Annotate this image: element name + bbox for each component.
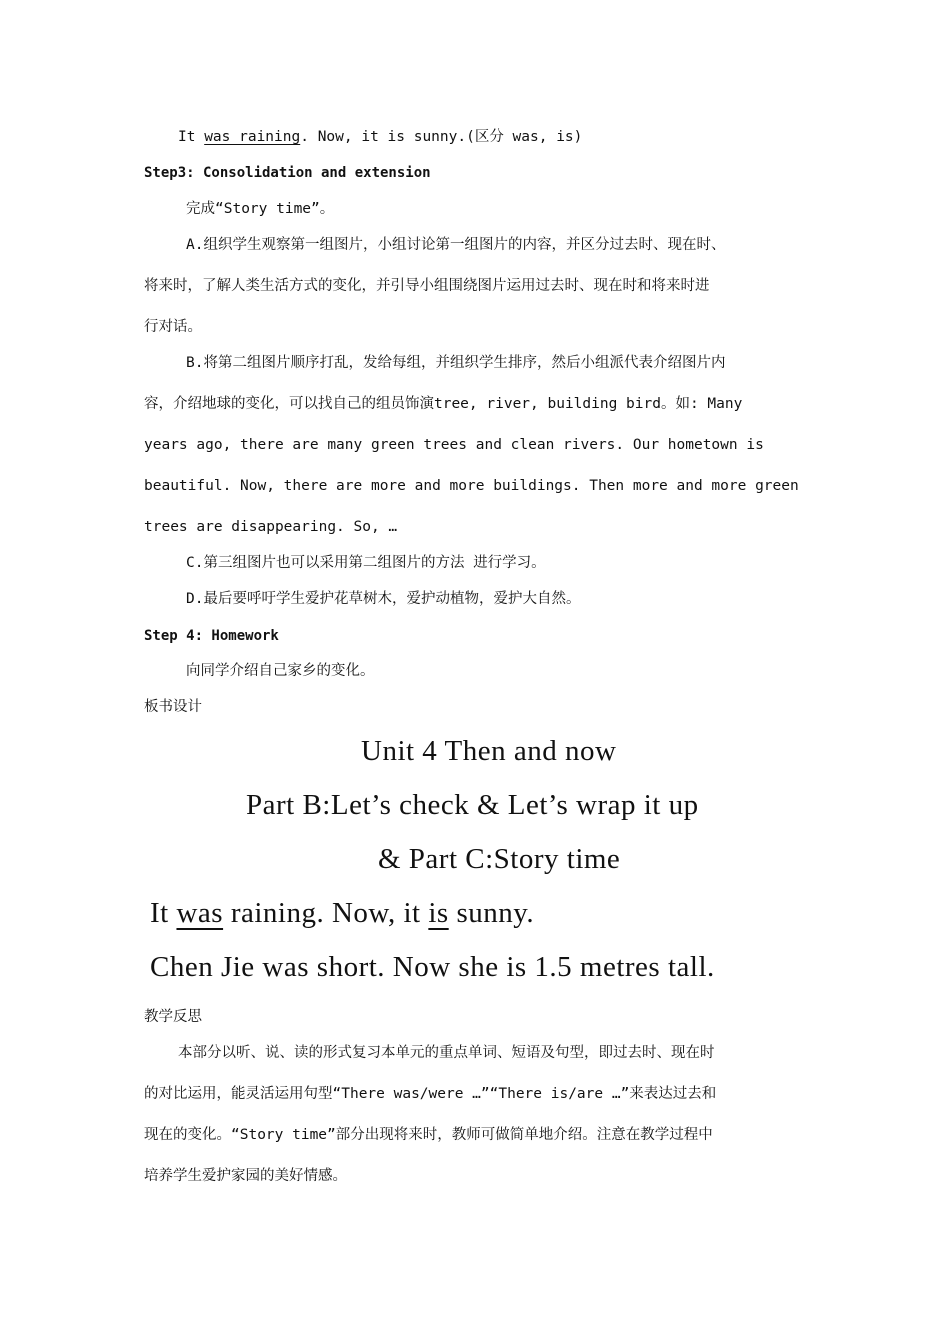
text-line: 本部分以听、说、读的形式复习本单元的重点单词、短语及句型，即过去时、现在时 <box>178 1045 715 1061</box>
blackboard-part-b: Part B:Let’s check & Let’s wrap it up <box>246 789 699 821</box>
blackboard-title: Unit 4 Then and now <box>361 735 617 767</box>
text-line: years ago, there are many green trees and clean rivers. Our hometown is <box>144 437 764 453</box>
text-line: 将来时，了解人类生活方式的变化，并引导小组围绕图片运用过去时、现在时和将来时进 <box>144 278 710 294</box>
step3-heading: Step3: Consolidation and extension <box>144 165 431 181</box>
text-line: A.组织学生观察第一组图片，小组讨论第一组图片的内容，并区分过去时、现在时、 <box>186 237 726 253</box>
underlined-word: is <box>428 897 449 929</box>
text-line: 的对比运用，能灵活运用句型“There was/were …”“There is/are …”来表达过去和 <box>144 1086 717 1102</box>
text-segment: It <box>150 897 177 929</box>
text-line: 容，介绍地球的变化，可以找自己的组员饰演tree, river, building bird。如: Many <box>144 396 743 412</box>
underlined-text: was raining <box>204 129 301 145</box>
text-line: D.最后要呼吁学生爱护花草树木，爱护动植物，爱护大自然。 <box>186 591 581 607</box>
text-segment: sunny. <box>448 897 535 929</box>
step4-heading: Step 4: Homework <box>144 628 279 644</box>
text-line: 行对话。 <box>144 319 202 335</box>
text-line: C.第三组图片也可以采用第二组图片的方法 进行学习。 <box>186 555 546 571</box>
text-line: 现在的变化。“Story time”部分出现将来时，教师可做简单地介绍。注意在教学过程中 <box>144 1127 713 1143</box>
text-line <box>178 127 843 147</box>
blackboard-sentence-1 <box>150 897 534 930</box>
text-line: B.将第二组图片顺序打乱，发给每组，并组织学生排序，然后小组派代表介绍图片内 <box>186 355 726 371</box>
text-line: 向同学介绍自己家乡的变化。 <box>186 663 375 679</box>
text-line: trees are disappearing. So, … <box>144 519 398 535</box>
text-line: 完成“Story time”。 <box>186 201 335 217</box>
text-segment: . Now, it is sunny.(区分 was, is) <box>300 129 583 145</box>
blackboard-sentence-2: Chen Jie was short. Now she is 1.5 metres tall. <box>150 951 715 983</box>
text-segment: It <box>178 129 205 145</box>
board-design-heading: 板书设计 <box>144 699 202 715</box>
text-line: 培养学生爱护家园的美好情感。 <box>144 1168 347 1184</box>
blackboard-part-c: & Part C:Story time <box>378 843 621 875</box>
text-segment: raining. Now, it <box>223 897 429 929</box>
text-line: beautiful. Now, there are more and more buildings. Then more and more green <box>144 478 799 494</box>
underlined-word: was <box>176 897 224 929</box>
reflection-heading: 教学反思 <box>144 1009 202 1025</box>
